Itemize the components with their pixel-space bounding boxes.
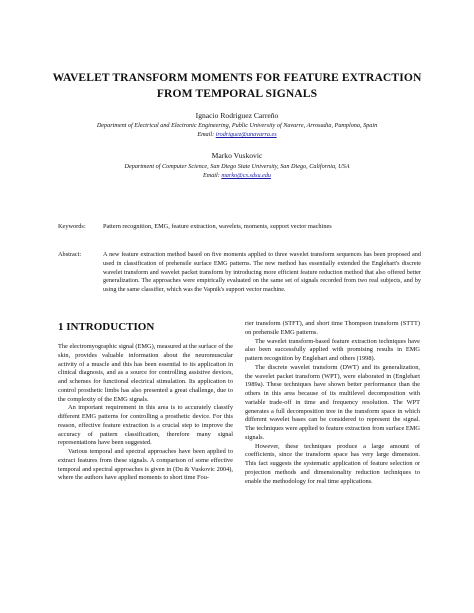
right-column: [245, 320, 420, 486]
email-label: Email:: [202, 172, 220, 180]
affiliation-text: Department of Electrical and Electronic Engineering, Public University of Navarre, Arrosadia, Pamplona, Spain: [96, 122, 378, 129]
title-line-1: WAVELET TRANSFORM MOMENTS FOR FEATURE EXTRACTION: [52, 71, 422, 84]
paragraph: The discrete wavelet transform (DWT) and its generalization, the wavelet packet transform (WPT), were elaborated in (Englehart 1989a). These techniques have shown better performance than the others in this area because of its multilevel decomposition with variable trade-off in time and frequency resolution. The WPT generates a full decomposition tree in the transform space in which different wavelet bases can be considered to represent the signal. The techniques were applied to feature extraction from surface EMG signals.: [245, 363, 420, 441]
paragraph: However, these techniques produce a large amount of coefficients, since the transform space has very large dimension. This fact suggests the systematic application of feature selection or projection methods and dimensionality reduction techniques to enable the methodology for real time applications.: [245, 442, 420, 485]
author-name: Ignacio Rodriguez Carreño: [195, 111, 279, 120]
email-label: Email:: [197, 131, 215, 139]
paragraph: Various temporal and spectral approaches have been applied to extract features from these signals. A comparison of some effective temporal and spectral approaches is given in (Du & Vuskovic 2004), where the authors have applied moments to short time Fou-: [58, 448, 233, 482]
section-heading: 1 INTRODUCTION: [58, 321, 155, 333]
author-email-line: [40, 130, 434, 139]
abstract-text: A new feature extraction method based on five moments applied to three wavelet transform sequences has been proposed and used in classification of prehensile surface EMG patterns. The new method has essentially extended the Englehart's discrete wavelet transform and wavelet packet transform by introducing more efficient feature reduction method that also offered better generalization. The approaches were empirically evaluated on the same set of signals recorded from two real subjects, and by using the same classifier, which was the Vapnik's support vector machine.: [103, 251, 421, 294]
author-email-link[interactable]: marko@cs.sdsu.edu: [221, 172, 272, 180]
author-name: Marko Vuskovic: [211, 151, 263, 160]
abstract-label: Abstract:: [58, 251, 82, 258]
left-column: [58, 343, 233, 483]
keywords-label: Keywords:: [58, 223, 86, 230]
author-affiliation: [40, 162, 434, 180]
keywords-text: Pattern recognition, EMG, feature extraction, wavelets, moments, support vector machines: [103, 223, 332, 230]
paragraph: An important requirement in this area is to accurately classify different EMG patterns for controlling a prosthetic device. For this reason, effective feature extraction is a crucial step to improve the accuracy of pattern classification, therefore many signal representations have been suggested.: [58, 404, 233, 447]
paragraph: The wavelet transform-based feature extraction techniques have also been successfully applied with promising results in EMG pattern recognition by Englehart and others (1998).: [245, 337, 420, 362]
paragraph: The electromyographic signal (EMG), measured at the surface of the skin, provides valuable information about the neuromuscular activity of a muscle and this has been essential to its application in clinical diagnosis, and as a source for controlling assistive devices, and schemes for functional electrical stimulation. Its application to control prosthetic limbs has also presented a great challenge, due to the complexity of the EMG signals.: [58, 343, 233, 403]
paragraph: rier transform (STFT), and short time Thompson transform (STTT) on prehensile EMG patterns.: [245, 320, 420, 336]
affiliation-text: Department of Computer Science, San Diego State University, San Diego, California, USA: [124, 163, 350, 170]
paper-title: [40, 70, 434, 102]
author-affiliation: [40, 121, 434, 139]
title-line-2: FROM TEMPORAL SIGNALS: [156, 87, 318, 100]
author-email-line: [40, 171, 434, 180]
author-email-link[interactable]: irodriguez@unavarra.es: [215, 131, 277, 139]
